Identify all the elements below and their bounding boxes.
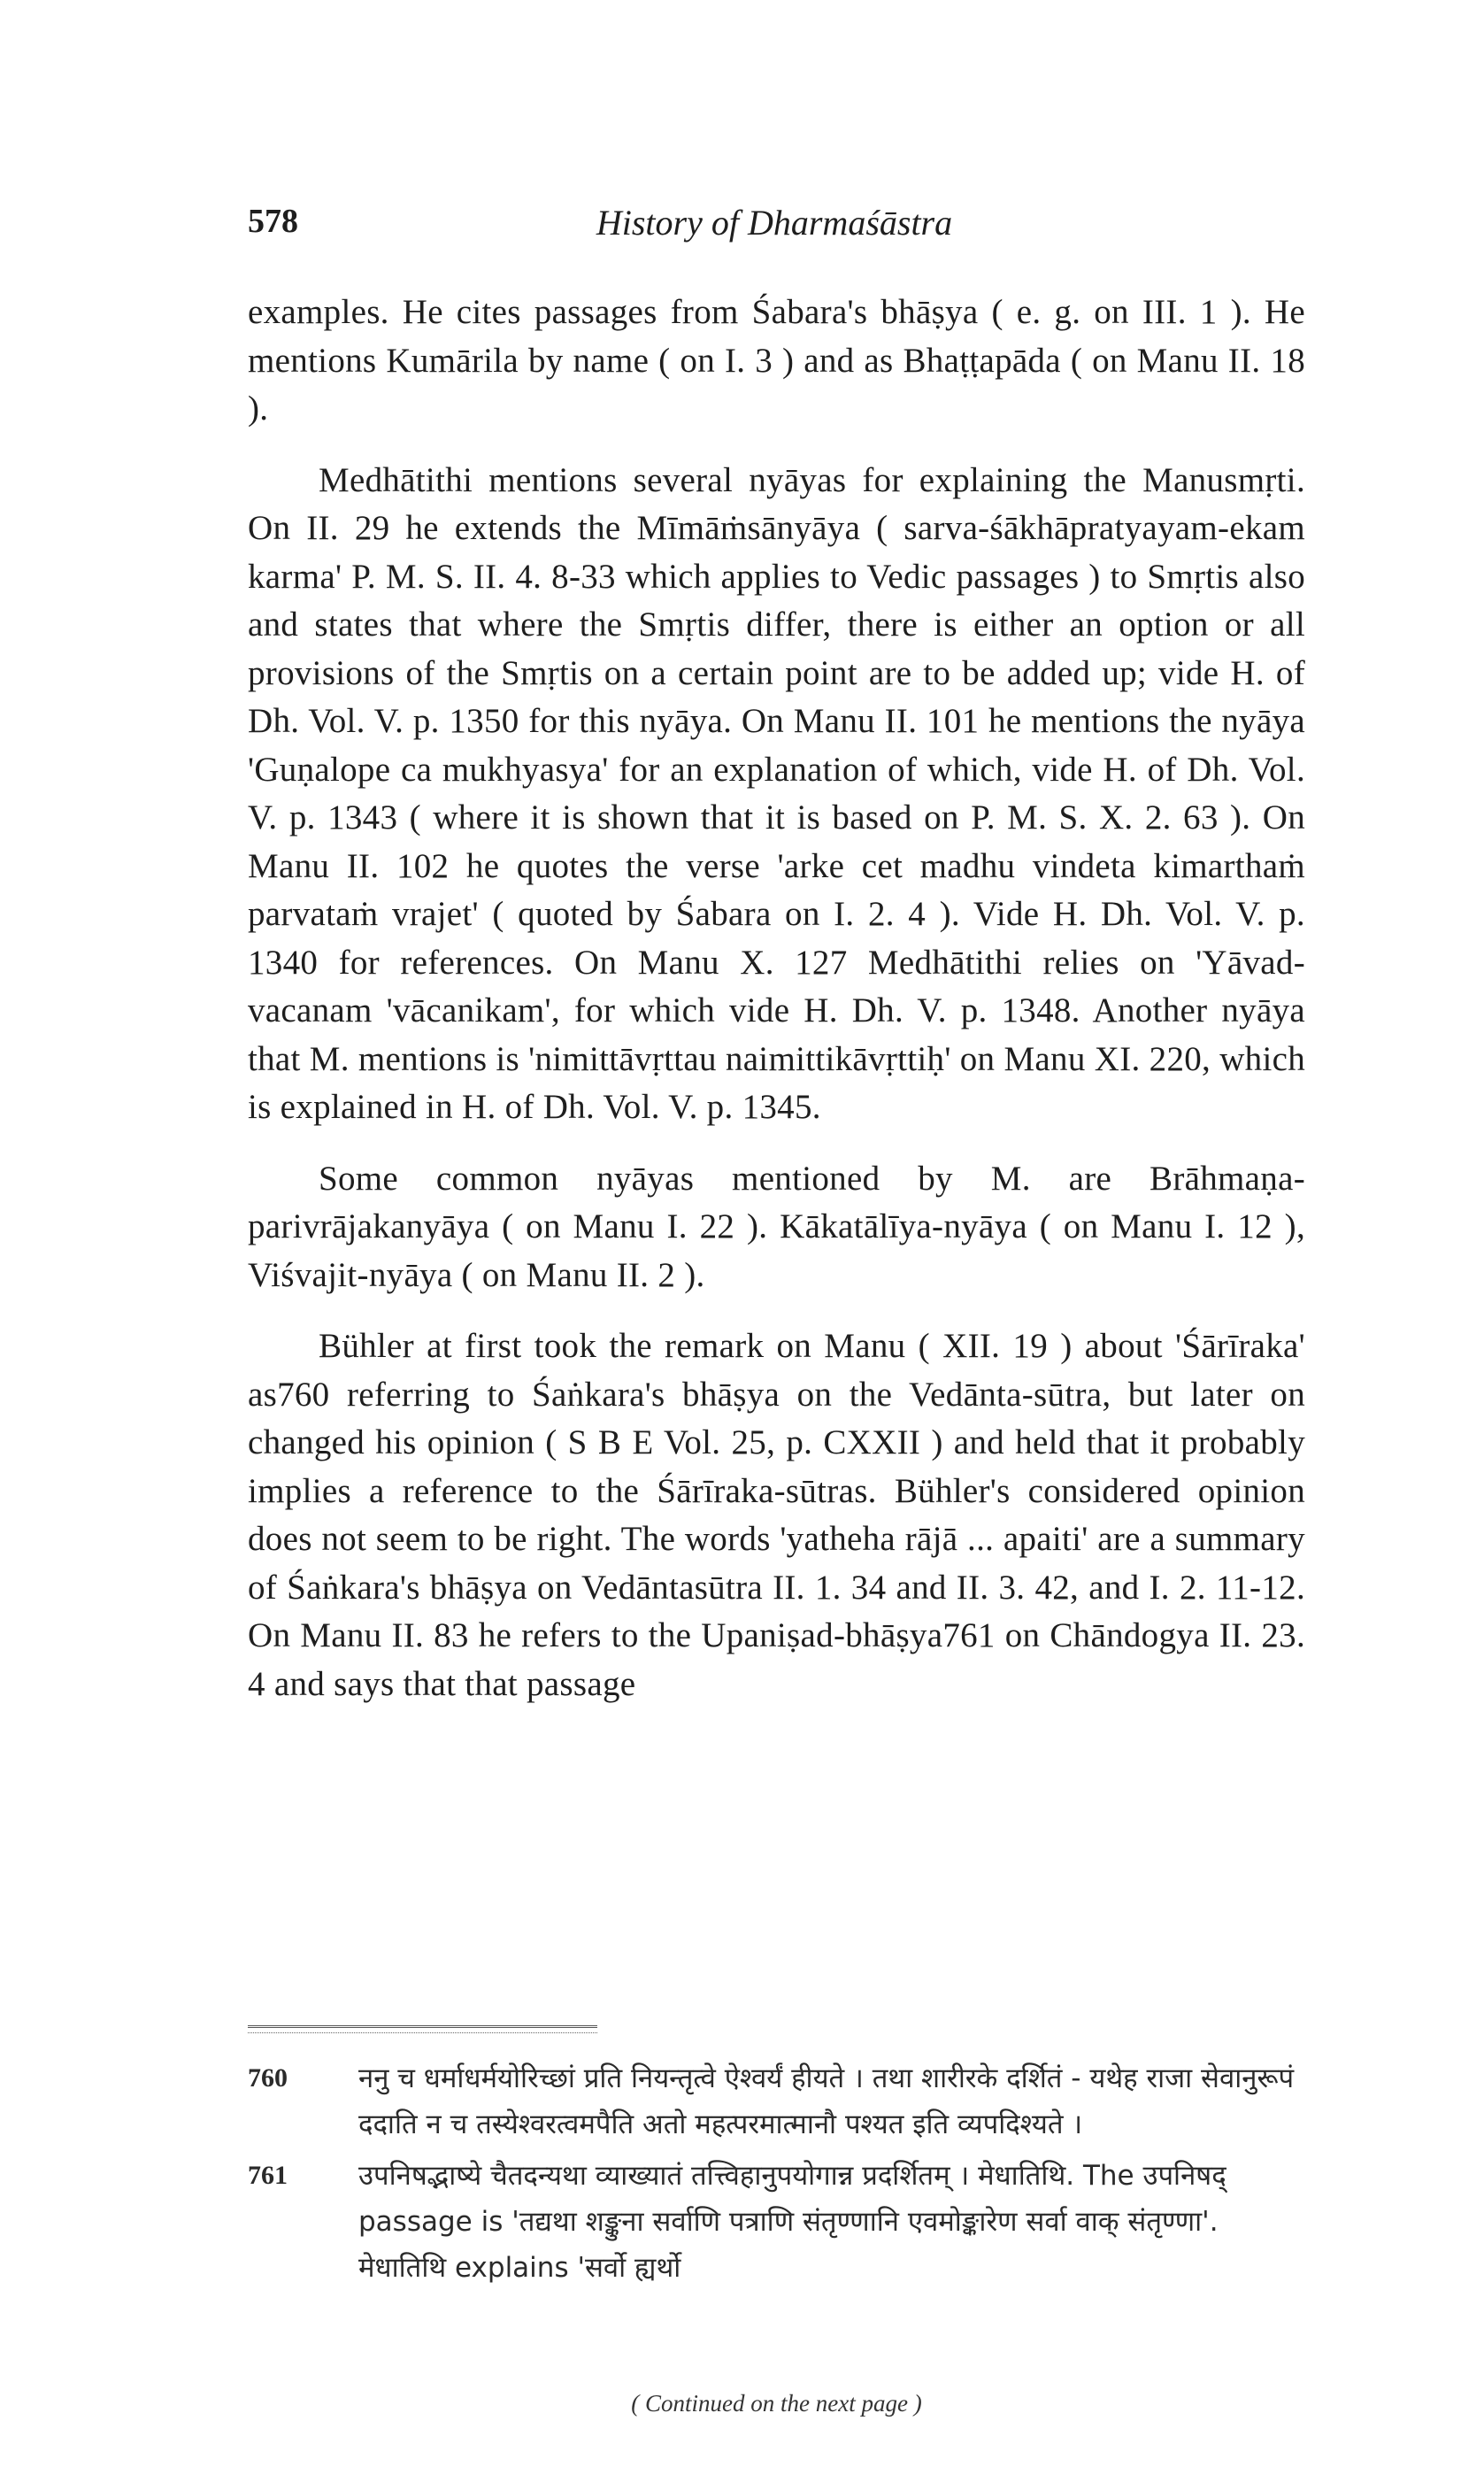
footnote-number: 761 — [248, 2161, 288, 2190]
paragraph: Bühler at first took the remark on Manu ( XII. 19 ) about 'Śārīraka' as760 referring to Śaṅkara's bhāṣya on the Vedānta-sūtra, but later on changed his opinion ( S B E Vol. 25, p. CXXII ) and held that it probably implies a reference to the Śārīraka-sūtras. Bühler's considered opinion does not seem to be right. The words 'yatheha rājā ... apaiti' are a summary of Śaṅkara's bhāṣya on Vedāntasūtra II. 1. 34 and II. 3. 42, and I. 2. 11-12. On Manu II. 83 he refers to the Upaniṣad-bhāṣya761 on Chāndogya II. 23. 4 and says that that passage — [248, 1327, 1305, 1703]
footnote — [248, 2153, 1305, 2291]
paragraph: examples. He cites passages from Śabara's bhāṣya ( e. g. on III. 1 ). He mentions Kumārila by name ( on I. 3 ) and as Bhaṭṭapāda ( on Manu II. 18 ). — [248, 293, 1305, 428]
paragraph: Medhātithi mentions several nyāyas for explaining the Manusmṛti. On II. 29 he extends the Mīmāṁsānyāya ( sarva-śākhāpratyayam-ekam karma' P. M. S. II. 4. 8-33 which applies to Vedic passages ) to Smṛtis also and states that where the Smṛtis differ, there is either an option or all provisions of the Smṛtis on a certain point are to be added up; vide H. of Dh. Vol. V. p. 1350 for this nyāya. On Manu II. 101 he mentions the nyāya 'Guṇalope ca mukhyasya' for an explanation of which, vide H. of Dh. Vol. V. p. 1343 ( where it is shown that it is based on P. M. S. X. 2. 63 ). On Manu II. 102 he quotes the verse 'arke cet madhu vindeta kimarthaṁ parvataṁ vrajet' ( quoted by Śabara on I. 2. 4 ). Vide H. Dh. Vol. V. p. 1340 for references. On Manu X. 127 Medhātithi relies on 'Yāvad-vacanam 'vācanikam', for which vide H. Dh. V. p. 1348. Another nyāya that M. mentions is 'nimittāvṛttau naimittikāvṛttiḥ' on Manu XI. 220, which is explained in H. of Dh. Vol. V. p. 1345. — [248, 460, 1305, 1126]
footnote — [248, 2055, 1305, 2147]
footnote-number: 760 — [248, 2063, 288, 2093]
running-title: History of Dharmaśāstra — [596, 203, 953, 243]
page-header — [248, 202, 1301, 255]
footnote-text: उपनिषद्भाष्ये चैतदन्यथा व्याख्यातं तत्त्विहानुपयोगान्न प्रदर्शितम् । मेधातिथि. The उपनिषद् passage is 'तद्यथा शङ्कुना सर्वाणि पत्राणि संतृण्णानि एवमोङ्कारेण सर्वा वाक् संतृण्णा'. मेधातिथि explains 'सर्वो ह्यर्थो — [358, 2160, 1226, 2284]
footnotes — [248, 2055, 1305, 2296]
paragraph: Some common nyāyas mentioned by M. are Brāhmaṇa-parivrājakanyāya ( on Manu I. 22 ). Kākatālīya-nyāya ( on Manu I. 12 ), Viśvajit-nyāya ( on Manu II. 2 ). — [248, 1159, 1305, 1294]
footnote-text: ननु च धर्माधर्मयोरिच्छां प्रति नियन्तृत्वे ऐश्वर्यं हीयते । तथा शारीरके दर्शितं - यथेह राजा सेवानुरूपं ददाति न च तस्येश्वरत्वमपैति अतो महत्परमात्मानौ पश्यत इति व्यपदिश्यते । — [358, 2062, 1295, 2140]
footnote-divider — [248, 2025, 597, 2028]
footnote-divider-dotted — [248, 2032, 597, 2033]
body-text — [248, 289, 1305, 1708]
page-number: 578 — [248, 203, 298, 240]
continued-note: ( Continued on the next page ) — [631, 2390, 922, 2417]
